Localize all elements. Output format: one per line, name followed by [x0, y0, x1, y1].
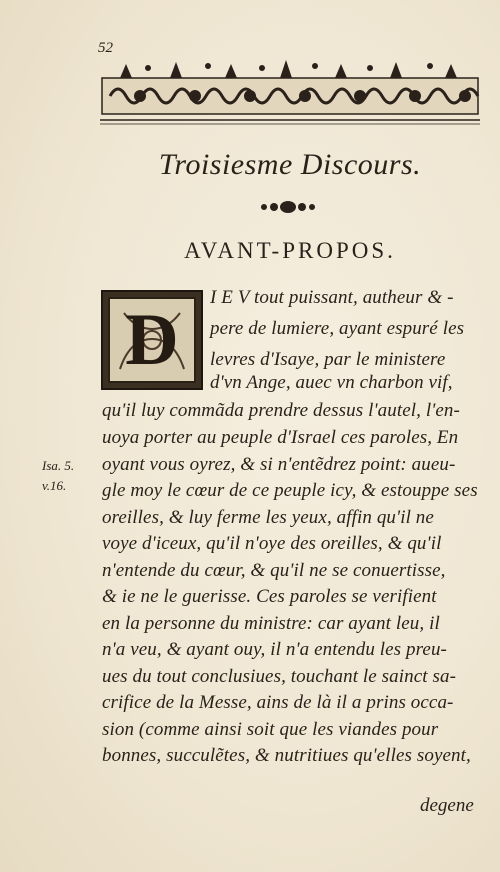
text-line: oyant vous oyrez, & si n'entẽdrez point: aueu-: [102, 454, 456, 475]
text-line: levres d'Isaye, par le ministere: [210, 349, 446, 370]
text-line: I E V tout puissant, autheur & -: [210, 287, 454, 308]
text-line: oreilles, & luy ferme les yeux, affin qu'il ne: [102, 507, 434, 528]
margin-note-verse: v.16.: [42, 478, 67, 493]
page-number: 52: [98, 40, 113, 56]
text-line: pere de lumiere, ayant espuré les: [210, 318, 465, 339]
fleuron-ornament: [258, 197, 318, 217]
text-line: bonnes, succulẽtes, & nutritiues qu'elles soyent,: [102, 745, 471, 766]
text-line: ues du tout conclusiues, touchant le sainct sa-: [102, 666, 457, 687]
catchword: degene: [420, 795, 474, 816]
drop-cap: [101, 290, 203, 390]
headpiece-ornament: [100, 56, 480, 126]
text-line: d'vn Ange, auec vn charbon vif,: [210, 372, 453, 393]
text-line: qu'il luy commãda prendre dessus l'autel, l'en-: [102, 400, 460, 421]
text-line: en la personne du ministre: car ayant leu, il: [102, 613, 440, 634]
text-line: uoya porter au peuple d'Israel ces paroles, En: [102, 427, 459, 448]
text-line: gle moy le cœur de ce peuple icy, & estouppe ses: [102, 480, 478, 501]
text-line: & ie ne le guerisse. Ces paroles se verifient: [102, 586, 437, 607]
text-line: n'a veu, & ayant ouy, il n'a entendu les preu-: [102, 639, 447, 660]
discourse-title: Troisiesme Discours.: [158, 148, 422, 181]
text-line: sion (comme ainsi soit que les viandes pour: [102, 719, 439, 740]
margin-note-reference: Isa. 5.: [42, 458, 75, 473]
drop-cap-letter: D: [125, 299, 179, 381]
section-subtitle: AVANT-PROPOS.: [184, 238, 396, 263]
text-line: crifice de la Messe, ains de là il a prins occa-: [102, 692, 454, 713]
text-line: voye d'iceux, qu'il n'oye des oreilles, & qu'il: [102, 533, 442, 554]
text-line: n'entende du cœur, & qu'il ne se conuertisse,: [102, 560, 446, 581]
